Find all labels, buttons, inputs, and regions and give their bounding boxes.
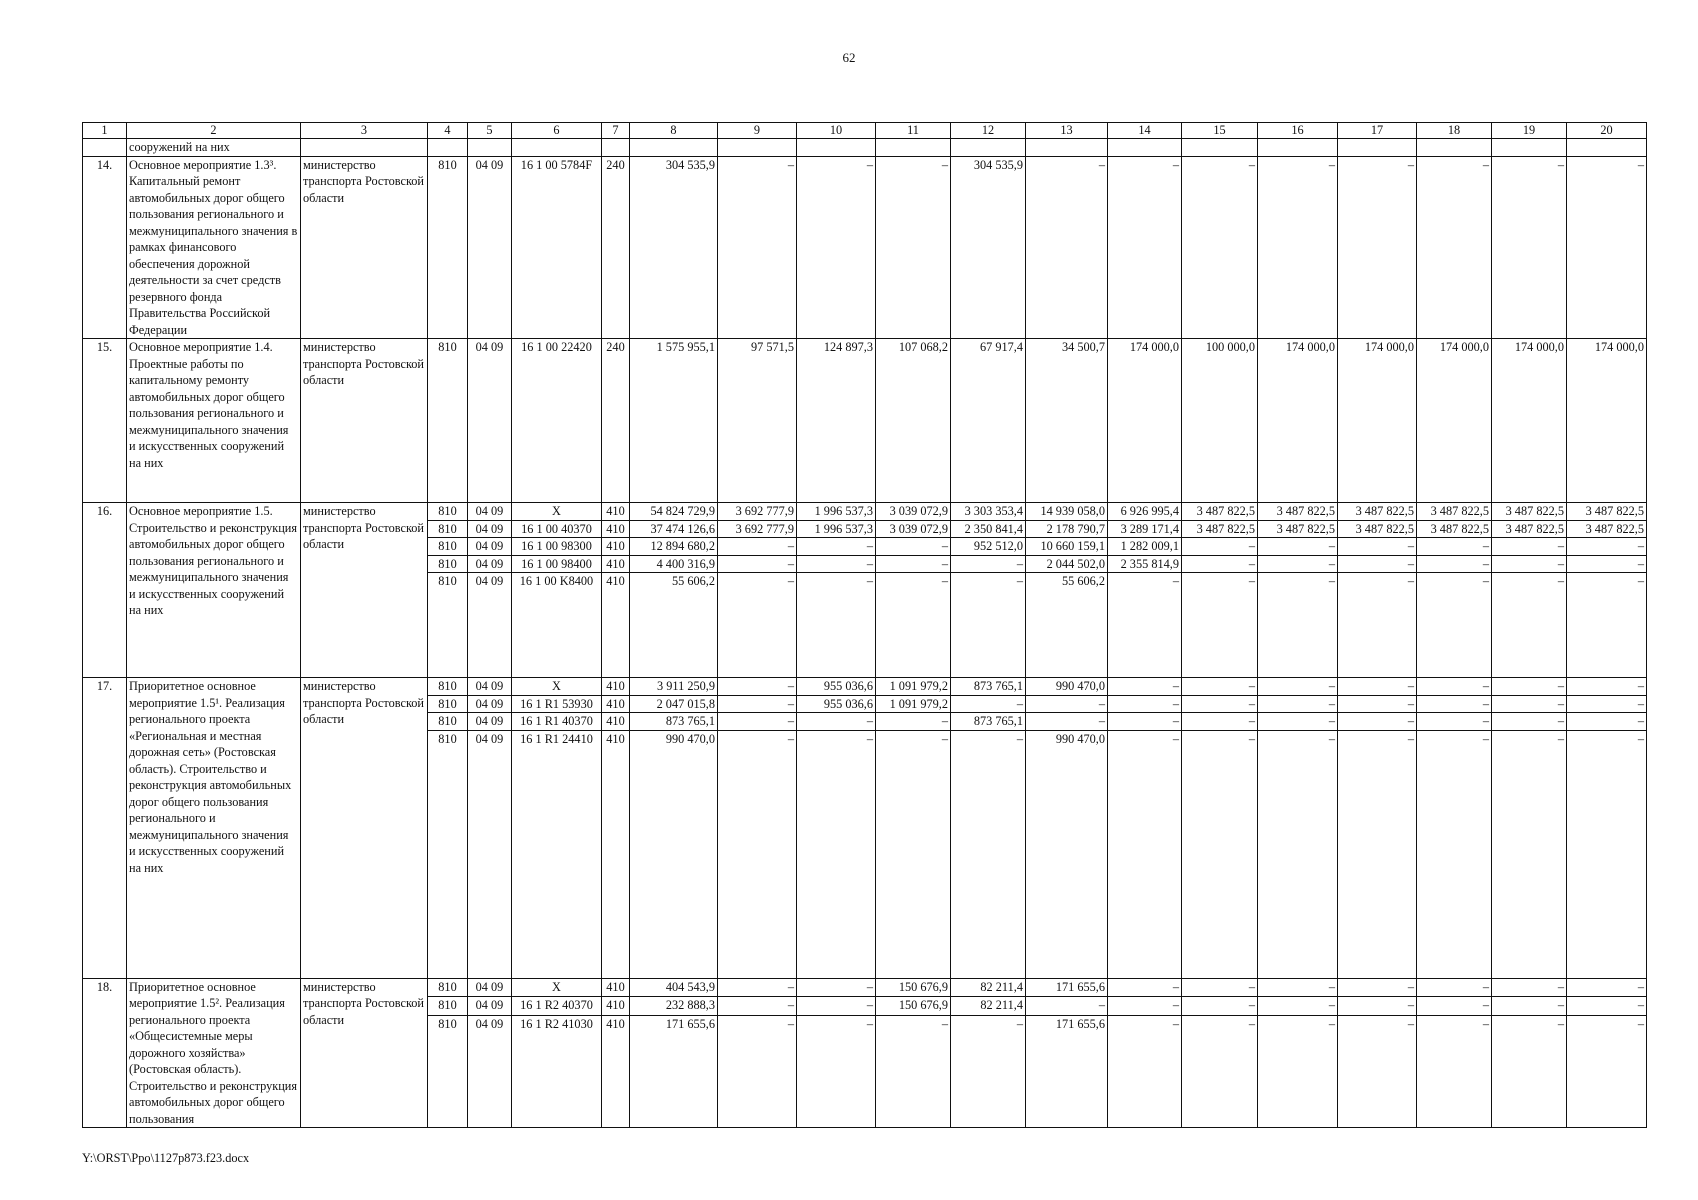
- amount-cell: 12 894 680,2: [630, 538, 718, 556]
- amount-cell: 304 535,9: [951, 156, 1026, 339]
- amount-cell: –: [1258, 538, 1338, 556]
- budget-table: [82, 122, 1647, 1128]
- amount-cell: –: [1182, 1015, 1258, 1127]
- expense-type: 410: [602, 997, 630, 1016]
- amount-cell: –: [1258, 573, 1338, 678]
- amount-cell: –: [797, 573, 876, 678]
- amount-cell: –: [1417, 713, 1492, 731]
- amount-cell: 3 039 072,9: [876, 520, 951, 538]
- expense-type: 410: [602, 573, 630, 678]
- amount-cell: –: [1338, 997, 1417, 1016]
- footer-file-path: Y:\ORST\Ppo\1127p873.f23.docx: [82, 1151, 250, 1165]
- amount-cell: –: [1108, 695, 1182, 713]
- amount-cell: –: [1182, 538, 1258, 556]
- amount-cell: –: [1182, 695, 1258, 713]
- amount-cell: –: [876, 730, 951, 978]
- column-header-1: 1: [83, 123, 127, 139]
- table-row: [83, 678, 1647, 696]
- expense-type: 410: [602, 678, 630, 696]
- amount-cell: –: [1338, 978, 1417, 997]
- amount-cell: –: [1567, 695, 1647, 713]
- measure-name: Приоритетное основное мероприятие 1.5¹. Реализация регионального проекта «Региональная и местная дорожная сеть» (Ростовская область). Строительство и реконструкция автомобильных дорог общего пользования регионального и межмуниципального значения и искусственных сооружений на них: [127, 678, 301, 979]
- amount-cell: 232 888,3: [630, 997, 718, 1016]
- amount-cell: –: [876, 573, 951, 678]
- amount-cell: 1 091 979,2: [876, 695, 951, 713]
- amount-cell: –: [718, 678, 797, 696]
- amount-cell: –: [1182, 555, 1258, 573]
- amount-cell: –: [1567, 573, 1647, 678]
- amount-cell: 404 543,9: [630, 978, 718, 997]
- amount-cell: 1 091 979,2: [876, 678, 951, 696]
- amount-cell: 174 000,0: [1338, 339, 1417, 503]
- amount-cell: –: [1338, 555, 1417, 573]
- row-number: 15.: [83, 339, 127, 503]
- amount-cell: –: [1417, 997, 1492, 1016]
- amount-cell: –: [1108, 573, 1182, 678]
- amount-cell: 55 606,2: [1026, 573, 1108, 678]
- section-code: 04 09: [468, 156, 512, 339]
- amount-cell: –: [1026, 713, 1108, 731]
- expense-type: 410: [602, 503, 630, 521]
- target-article: Х: [512, 503, 602, 521]
- amount-cell: –: [1338, 730, 1417, 978]
- amount-cell: 3 487 822,5: [1567, 520, 1647, 538]
- grbs-code: 810: [428, 978, 468, 997]
- expense-type: 240: [602, 156, 630, 339]
- amount-cell: 100 000,0: [1182, 339, 1258, 503]
- amount-cell: –: [951, 1015, 1026, 1127]
- target-article: 16 1 R2 40370: [512, 997, 602, 1016]
- column-header-19: 19: [1492, 123, 1567, 139]
- amount-cell: 3 487 822,5: [1258, 503, 1338, 521]
- expense-type: 410: [602, 713, 630, 731]
- amount-cell: –: [1492, 978, 1567, 997]
- amount-cell: –: [797, 730, 876, 978]
- amount-cell: 955 036,6: [797, 695, 876, 713]
- amount-cell: –: [1182, 713, 1258, 731]
- amount-cell: 171 655,6: [1026, 978, 1108, 997]
- amount-cell: 3 487 822,5: [1258, 520, 1338, 538]
- executor: министерство транспорта Ростовской области: [301, 978, 428, 1128]
- column-header-9: 9: [718, 123, 797, 139]
- amount-cell: –: [1108, 997, 1182, 1016]
- measure-name: Основное мероприятие 1.3³. Капитальный ремонт автомобильных дорог общего пользования регионального и межмуниципального значения в рамках финансового обеспечения дорожной деятельности за счет средств резервного фонда Правительства Российской Федерации: [127, 156, 301, 339]
- column-header-15: 15: [1182, 123, 1258, 139]
- page-number: 62: [842, 50, 856, 65]
- amount-cell: –: [1108, 1015, 1182, 1127]
- column-header-17: 17: [1338, 123, 1417, 139]
- amount-cell: 14 939 058,0: [1026, 503, 1108, 521]
- amount-cell: –: [951, 573, 1026, 678]
- amount-cell: 1 996 537,3: [797, 520, 876, 538]
- amount-cell: 6 926 995,4: [1108, 503, 1182, 521]
- column-header-20: 20: [1567, 123, 1647, 139]
- amount-cell: –: [1567, 538, 1647, 556]
- column-header-8: 8: [630, 123, 718, 139]
- column-header-14: 14: [1108, 123, 1182, 139]
- column-header-4: 4: [428, 123, 468, 139]
- executor: министерство транспорта Ростовской области: [301, 503, 428, 678]
- amount-cell: –: [1567, 997, 1647, 1016]
- amount-cell: –: [1567, 978, 1647, 997]
- grbs-code: 810: [428, 339, 468, 503]
- amount-cell: –: [1417, 730, 1492, 978]
- continuation-row: [83, 139, 1647, 157]
- amount-cell: 1 282 009,1: [1108, 538, 1182, 556]
- amount-cell: 2 044 502,0: [1026, 555, 1108, 573]
- amount-cell: –: [1026, 695, 1108, 713]
- expense-type: 410: [602, 730, 630, 978]
- amount-cell: –: [1182, 978, 1258, 997]
- amount-cell: –: [1258, 695, 1338, 713]
- section-code: 04 09: [468, 538, 512, 556]
- amount-cell: –: [1258, 555, 1338, 573]
- amount-cell: 3 692 777,9: [718, 503, 797, 521]
- amount-cell: –: [1182, 156, 1258, 339]
- table-row: [83, 503, 1647, 521]
- amount-cell: –: [1258, 156, 1338, 339]
- amount-cell: –: [876, 713, 951, 731]
- row-number: 18.: [83, 978, 127, 1128]
- amount-cell: –: [1108, 713, 1182, 731]
- amount-cell: –: [1492, 678, 1567, 696]
- amount-cell: 124 897,3: [797, 339, 876, 503]
- amount-cell: –: [1492, 555, 1567, 573]
- column-header-13: 13: [1026, 123, 1108, 139]
- amount-cell: –: [1567, 555, 1647, 573]
- measure-name: Основное мероприятие 1.5. Строительство и реконструкция автомобильных дорог общего пользования регионального и межмуниципального значения и искусственных сооружений на них: [127, 503, 301, 678]
- expense-type: 410: [602, 978, 630, 997]
- amount-cell: –: [1338, 538, 1417, 556]
- amount-cell: 174 000,0: [1108, 339, 1182, 503]
- grbs-code: 810: [428, 730, 468, 978]
- amount-cell: –: [797, 1015, 876, 1127]
- amount-cell: –: [718, 695, 797, 713]
- amount-cell: 174 000,0: [1567, 339, 1647, 503]
- section-code: 04 09: [468, 555, 512, 573]
- amount-cell: –: [1417, 978, 1492, 997]
- amount-cell: 4 400 316,9: [630, 555, 718, 573]
- amount-cell: –: [1258, 713, 1338, 731]
- amount-cell: –: [797, 997, 876, 1016]
- section-code: 04 09: [468, 997, 512, 1016]
- section-code: 04 09: [468, 678, 512, 696]
- amount-cell: 3 692 777,9: [718, 520, 797, 538]
- amount-cell: 955 036,6: [797, 678, 876, 696]
- amount-cell: –: [797, 156, 876, 339]
- amount-cell: –: [1492, 1015, 1567, 1127]
- amount-cell: 990 470,0: [630, 730, 718, 978]
- amount-cell: –: [1258, 997, 1338, 1016]
- expense-type: 240: [602, 339, 630, 503]
- amount-cell: –: [876, 538, 951, 556]
- amount-cell: 3 487 822,5: [1338, 520, 1417, 538]
- amount-cell: 171 655,6: [1026, 1015, 1108, 1127]
- expense-type: 410: [602, 520, 630, 538]
- grbs-code: 810: [428, 997, 468, 1016]
- executor: министерство транспорта Ростовской области: [301, 156, 428, 339]
- table-row: [83, 978, 1647, 997]
- amount-cell: 150 676,9: [876, 997, 951, 1016]
- amount-cell: –: [1338, 713, 1417, 731]
- column-header-7: 7: [602, 123, 630, 139]
- target-article: Х: [512, 678, 602, 696]
- amount-cell: –: [1417, 678, 1492, 696]
- amount-cell: –: [797, 555, 876, 573]
- section-code: 04 09: [468, 730, 512, 978]
- target-article: 16 1 00 K8400: [512, 573, 602, 678]
- grbs-code: 810: [428, 1015, 468, 1127]
- section-code: 04 09: [468, 978, 512, 997]
- amount-cell: –: [718, 1015, 797, 1127]
- amount-cell: –: [1492, 997, 1567, 1016]
- amount-cell: –: [951, 555, 1026, 573]
- header-row: [83, 123, 1647, 139]
- section-code: 04 09: [468, 713, 512, 731]
- row-number: 14.: [83, 156, 127, 339]
- amount-cell: 37 474 126,6: [630, 520, 718, 538]
- grbs-code: 810: [428, 695, 468, 713]
- amount-cell: –: [1108, 978, 1182, 997]
- measure-name: Основное мероприятие 1.4. Проектные работы по капитальному ремонту автомобильных дорог общего пользования регионального и межмуниципального значения и искусственных сооружений на них: [127, 339, 301, 503]
- amount-cell: –: [1026, 997, 1108, 1016]
- grbs-code: 810: [428, 713, 468, 731]
- amount-cell: –: [1567, 1015, 1647, 1127]
- amount-cell: –: [1108, 730, 1182, 978]
- amount-cell: –: [1567, 730, 1647, 978]
- column-header-12: 12: [951, 123, 1026, 139]
- target-article: 16 1 R1 40370: [512, 713, 602, 731]
- target-article: 16 1 00 22420: [512, 339, 602, 503]
- amount-cell: –: [876, 156, 951, 339]
- amount-cell: 3 303 353,4: [951, 503, 1026, 521]
- amount-cell: 2 047 015,8: [630, 695, 718, 713]
- amount-cell: 990 470,0: [1026, 730, 1108, 978]
- amount-cell: 67 917,4: [951, 339, 1026, 503]
- section-code: 04 09: [468, 339, 512, 503]
- amount-cell: 1 996 537,3: [797, 503, 876, 521]
- amount-cell: –: [1182, 997, 1258, 1016]
- table-row: [83, 339, 1647, 503]
- amount-cell: –: [1182, 730, 1258, 978]
- amount-cell: –: [1492, 713, 1567, 731]
- amount-cell: 304 535,9: [630, 156, 718, 339]
- column-header-11: 11: [876, 123, 951, 139]
- executor: министерство транспорта Ростовской области: [301, 339, 428, 503]
- amount-cell: 873 765,1: [951, 713, 1026, 731]
- grbs-code: 810: [428, 555, 468, 573]
- amount-cell: –: [951, 695, 1026, 713]
- amount-cell: 3 487 822,5: [1182, 503, 1258, 521]
- column-header-6: 6: [512, 123, 602, 139]
- amount-cell: –: [876, 1015, 951, 1127]
- grbs-code: 810: [428, 503, 468, 521]
- amount-cell: 82 211,4: [951, 997, 1026, 1016]
- amount-cell: 2 350 841,4: [951, 520, 1026, 538]
- amount-cell: –: [1567, 156, 1647, 339]
- amount-cell: –: [1258, 730, 1338, 978]
- target-article: 16 1 R1 53930: [512, 695, 602, 713]
- amount-cell: –: [1417, 1015, 1492, 1127]
- amount-cell: 2 178 790,7: [1026, 520, 1108, 538]
- amount-cell: –: [1338, 695, 1417, 713]
- amount-cell: –: [718, 713, 797, 731]
- row-number: 17.: [83, 678, 127, 979]
- grbs-code: 810: [428, 520, 468, 538]
- amount-cell: 174 000,0: [1492, 339, 1567, 503]
- row-number: 16.: [83, 503, 127, 678]
- amount-cell: –: [797, 538, 876, 556]
- amount-cell: –: [718, 997, 797, 1016]
- grbs-code: 810: [428, 538, 468, 556]
- amount-cell: –: [1417, 538, 1492, 556]
- column-header-3: 3: [301, 123, 428, 139]
- amount-cell: 107 068,2: [876, 339, 951, 503]
- column-header-2: 2: [127, 123, 301, 139]
- column-header-16: 16: [1258, 123, 1338, 139]
- amount-cell: –: [718, 978, 797, 997]
- expense-type: 410: [602, 555, 630, 573]
- amount-cell: 952 512,0: [951, 538, 1026, 556]
- amount-cell: –: [1338, 573, 1417, 678]
- table-row: [83, 156, 1647, 339]
- expense-type: 410: [602, 1015, 630, 1127]
- grbs-code: 810: [428, 156, 468, 339]
- amount-cell: 34 500,7: [1026, 339, 1108, 503]
- section-code: 04 09: [468, 503, 512, 521]
- amount-cell: 54 824 729,9: [630, 503, 718, 521]
- amount-cell: –: [1182, 573, 1258, 678]
- amount-cell: –: [1338, 1015, 1417, 1127]
- amount-cell: –: [1108, 156, 1182, 339]
- amount-cell: 3 487 822,5: [1338, 503, 1417, 521]
- measure-name: Приоритетное основное мероприятие 1.5². Реализация регионального проекта «Общесистемные меры дорожного хозяйства» (Ростовская область). Строительство и реконструкция автомобильных дорог общего пользования: [127, 978, 301, 1128]
- amount-cell: –: [1417, 156, 1492, 339]
- amount-cell: 3 487 822,5: [1567, 503, 1647, 521]
- amount-cell: –: [1258, 978, 1338, 997]
- target-article: 16 1 00 98400: [512, 555, 602, 573]
- amount-cell: 97 571,5: [718, 339, 797, 503]
- amount-cell: 171 655,6: [630, 1015, 718, 1127]
- amount-cell: –: [1492, 538, 1567, 556]
- amount-cell: –: [797, 978, 876, 997]
- target-article: 16 1 00 5784F: [512, 156, 602, 339]
- section-code: 04 09: [468, 695, 512, 713]
- expense-type: 410: [602, 538, 630, 556]
- amount-cell: –: [718, 573, 797, 678]
- column-header-5: 5: [468, 123, 512, 139]
- amount-cell: –: [797, 713, 876, 731]
- amount-cell: 3 487 822,5: [1492, 503, 1567, 521]
- amount-cell: –: [1182, 678, 1258, 696]
- amount-cell: –: [1338, 156, 1417, 339]
- grbs-code: 810: [428, 573, 468, 678]
- target-article: 16 1 R1 24410: [512, 730, 602, 978]
- amount-cell: 3 487 822,5: [1417, 503, 1492, 521]
- amount-cell: 2 355 814,9: [1108, 555, 1182, 573]
- amount-cell: 174 000,0: [1258, 339, 1338, 503]
- section-code: 04 09: [468, 520, 512, 538]
- amount-cell: –: [876, 555, 951, 573]
- continuation-text: сооружений на них: [127, 139, 301, 157]
- amount-cell: 174 000,0: [1417, 339, 1492, 503]
- column-header-10: 10: [797, 123, 876, 139]
- amount-cell: 82 211,4: [951, 978, 1026, 997]
- expense-type: 410: [602, 695, 630, 713]
- amount-cell: 1 575 955,1: [630, 339, 718, 503]
- amount-cell: –: [1417, 573, 1492, 678]
- amount-cell: 873 765,1: [630, 713, 718, 731]
- executor: министерство транспорта Ростовской области: [301, 678, 428, 979]
- amount-cell: 3 911 250,9: [630, 678, 718, 696]
- amount-cell: –: [1108, 678, 1182, 696]
- amount-cell: 990 470,0: [1026, 678, 1108, 696]
- amount-cell: –: [1492, 573, 1567, 678]
- amount-cell: 3 487 822,5: [1182, 520, 1258, 538]
- section-code: 04 09: [468, 573, 512, 678]
- amount-cell: –: [1492, 730, 1567, 978]
- amount-cell: 3 289 171,4: [1108, 520, 1182, 538]
- amount-cell: –: [951, 730, 1026, 978]
- amount-cell: –: [718, 156, 797, 339]
- column-header-18: 18: [1417, 123, 1492, 139]
- amount-cell: –: [1338, 678, 1417, 696]
- target-article: 16 1 R2 41030: [512, 1015, 602, 1127]
- amount-cell: –: [1567, 713, 1647, 731]
- amount-cell: 150 676,9: [876, 978, 951, 997]
- amount-cell: –: [718, 538, 797, 556]
- amount-cell: –: [1567, 678, 1647, 696]
- target-article: 16 1 00 40370: [512, 520, 602, 538]
- amount-cell: 3 039 072,9: [876, 503, 951, 521]
- amount-cell: 55 606,2: [630, 573, 718, 678]
- amount-cell: –: [1026, 156, 1108, 339]
- amount-cell: –: [1417, 555, 1492, 573]
- amount-cell: –: [1492, 156, 1567, 339]
- amount-cell: –: [1492, 695, 1567, 713]
- target-article: Х: [512, 978, 602, 997]
- table-body: [83, 139, 1647, 1128]
- target-article: 16 1 00 98300: [512, 538, 602, 556]
- amount-cell: –: [1417, 695, 1492, 713]
- amount-cell: 873 765,1: [951, 678, 1026, 696]
- grbs-code: 810: [428, 678, 468, 696]
- amount-cell: –: [718, 555, 797, 573]
- amount-cell: 3 487 822,5: [1417, 520, 1492, 538]
- amount-cell: –: [1258, 1015, 1338, 1127]
- amount-cell: 10 660 159,1: [1026, 538, 1108, 556]
- amount-cell: 3 487 822,5: [1492, 520, 1567, 538]
- amount-cell: –: [1258, 678, 1338, 696]
- amount-cell: –: [718, 730, 797, 978]
- section-code: 04 09: [468, 1015, 512, 1127]
